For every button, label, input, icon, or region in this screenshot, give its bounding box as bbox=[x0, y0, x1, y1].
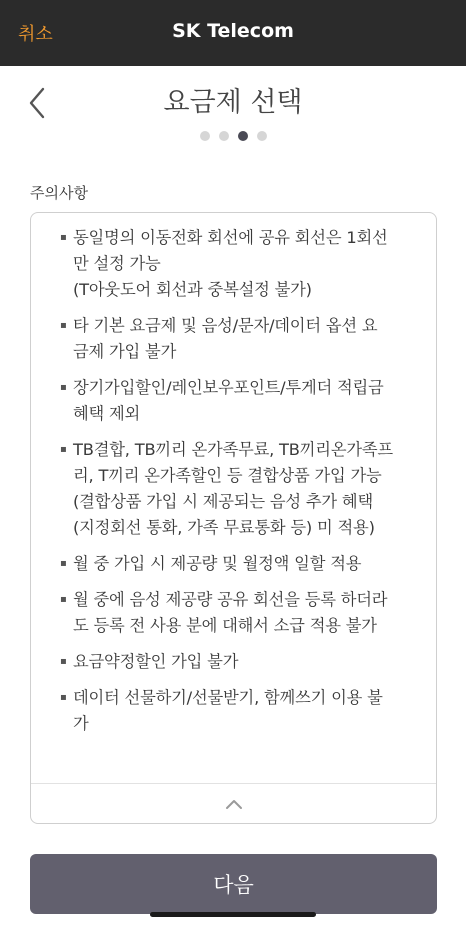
notice-item: ▪ 동일명의 이동전화 회선에 공유 회선은 1회선 만 설정 가능 (T아웃도어 회선과 중복설정 불가) bbox=[61, 225, 418, 303]
cancel-button[interactable]: 취소 bbox=[18, 24, 53, 45]
chevron-up-icon bbox=[224, 798, 244, 810]
collapse-button[interactable] bbox=[31, 783, 436, 823]
step-dot-1 bbox=[200, 131, 210, 141]
notice-item: ▪ 타 기본 요금제 및 음성/문자/데이터 옵션 요 금제 가입 불가 bbox=[61, 313, 418, 365]
notice-label: 주의사항 bbox=[30, 184, 88, 202]
app-title: SK Telecom bbox=[172, 20, 294, 42]
next-button[interactable]: 다음 bbox=[30, 854, 437, 914]
notice-box[interactable] bbox=[30, 212, 437, 824]
notice-item: ▪ 월 중에 음성 제공량 공유 회선을 등록 하더라 도 등록 전 사용 분에 대해서 소급 적용 불가 bbox=[61, 587, 418, 639]
home-indicator bbox=[150, 912, 316, 917]
step-indicator bbox=[0, 131, 466, 143]
notice-item: ▪ 장기가입할인/레인보우포인트/투게더 적립금 혜택 제외 bbox=[61, 375, 418, 427]
notice-item: ▪ 요금약정할인 가입 불가 bbox=[61, 649, 418, 675]
top-bar bbox=[0, 0, 466, 66]
page-title: 요금제 선택 bbox=[163, 87, 303, 118]
notice-item: ▪ 데이터 선물하기/선물받기, 함께쓰기 이용 불 가 bbox=[61, 685, 418, 737]
step-dot-3 bbox=[238, 131, 248, 141]
notice-list bbox=[31, 213, 436, 783]
notice-item: ▪ 월 중 가입 시 제공량 및 월정액 일할 적용 bbox=[61, 551, 418, 577]
notice-item: ▪ TB결합, TB끼리 온가족무료, TB끼리온가족프 리, T끼리 온가족할인 등 결합상품 가입 가능 (결합상품 가입 시 제공되는 음성 추가 혜택 (지정회선 통화, 가족 무료통화 등) 미 적용) bbox=[61, 437, 418, 541]
step-dot-4 bbox=[257, 131, 267, 141]
step-dot-2 bbox=[219, 131, 229, 141]
